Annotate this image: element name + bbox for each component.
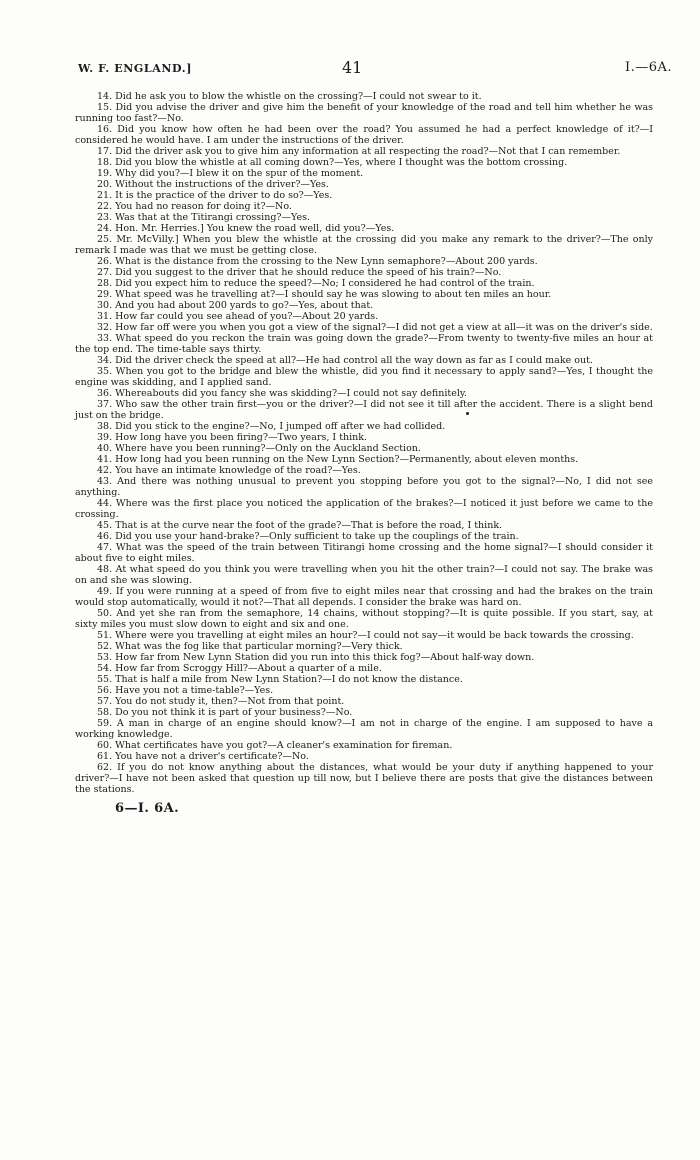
question-answer-paragraph: 47. What was the speed of the train between Titirangi home crossing and the home signal?—I should consider it about five to eight miles. [75, 542, 653, 564]
question-answer-paragraph: 46. Did you use your hand-brake?—Only sufficient to take up the couplings of the train. [97, 531, 519, 542]
question-answer-paragraph: 53. How far from New Lynn Station did you run into this thick fog?—About half-way down. [97, 652, 535, 663]
question-answer-paragraph: 16. Did you know how often he had been over the road? You assumed he had a perfect knowledge of it?—I considered he would have. I am under the instructions of the driver. [75, 124, 653, 146]
question-answer-paragraph: 56. Have you not a time-table?—Yes. [97, 685, 274, 696]
question-answer-paragraph: 36. Whereabouts did you fancy she was skidding?—I could not say definitely. [97, 388, 468, 399]
question-answer-paragraph: 17. Did the driver ask you to give him any information at all respecting the road?—Not that I can remember. [97, 146, 621, 157]
question-answer-paragraph: 18. Did you blow the whistle at all coming down?—Yes, where I thought was the bottom crossing. [97, 157, 568, 168]
question-answer-paragraph: 40. Where have you been running?—Only on the Auckland Section. [97, 443, 421, 454]
question-answer-paragraph: 33. What speed do you reckon the train was going down the grade?—From twenty to twenty-five miles an hour at the top end. The time-table says thirty. [75, 333, 653, 355]
question-answer-paragraph: 22. You had no reason for doing it?—No. [97, 201, 292, 212]
question-answer-paragraph: 21. It is the practice of the driver to do so?—Yes. [97, 190, 333, 201]
question-answer-paragraph: 31. How far could you see ahead of you?—About 20 yards. [97, 311, 379, 322]
question-answer-paragraph: 15. Did you advise the driver and give him the benefit of your knowledge of the road and tell him whether he was running too fast?—No. [75, 102, 653, 124]
question-answer-paragraph: 23. Was that at the Titirangi crossing?—Yes. [97, 212, 310, 223]
question-answer-paragraph: 14. Did he ask you to blow the whistle on the crossing?—I could not swear to it. [97, 91, 482, 102]
question-answer-paragraph: 62. If you do not know anything about the distances, what would be your duty if anything happened to your driver?—I have not been asked that question up till now, but I believe there are posts that give the distances between the stations. [75, 762, 653, 795]
question-answer-paragraph: 52. What was the fog like that particular morning?—Very thick. [97, 641, 403, 652]
question-answer-paragraph: 58. Do you not think it is part of your business?—No. [97, 707, 353, 718]
question-answer-paragraph: 26. What is the distance from the crossing to the New Lynn semaphore?—About 200 yards. [97, 256, 538, 267]
question-answer-paragraph: 19. Why did you?—I blew it on the spur of the moment. [97, 168, 364, 179]
question-answer-paragraph: 55. That is half a mile from New Lynn Station?—I do not know the distance. [97, 674, 463, 685]
question-answer-paragraph: 24. Hon. Mr. Herries.] You knew the road well, did you?—Yes. [97, 223, 395, 234]
page-header [78, 58, 672, 80]
ink-speck [466, 412, 469, 415]
question-answer-paragraph: 59. A man in charge of an engine should know?—I am not in charge of the engine. I am supposed to have a working knowledge. [75, 718, 653, 740]
question-answer-paragraph: 25. Mr. McVilly.] When you blew the whistle at the crossing did you make any remark to the driver?—The only remark I made was that we must be getting close. [75, 234, 653, 256]
question-answer-paragraph: 35. When you got to the bridge and blew the whistle, did you find it necessary to apply sand?—Yes, I thought the engine was skidding, and I applied sand. [75, 366, 653, 388]
question-answer-paragraph: 27. Did you suggest to the driver that he should reduce the speed of his train?—No. [97, 267, 502, 278]
question-answer-paragraph: 45. That is at the curve near the foot of the grade?—That is before the road, I think. [97, 520, 503, 531]
question-answer-paragraph: 32. How far off were you when you got a view of the signal?—I did not get a view at all—it was on the driver's side. [97, 322, 653, 333]
question-answer-paragraph: 50. And yet she ran from the semaphore, 14 chains, without stopping?—It is quite possible. If you start, say, at sixty miles you must slow down to eight and six and one. [75, 608, 653, 630]
header-witness-name: W. F. ENGLAND.] [78, 62, 192, 75]
question-answer-paragraph: 44. Where was the first place you noticed the application of the brakes?—I noticed it just before we came to the crossing. [75, 498, 653, 520]
question-answer-paragraph: 43. And there was nothing unusual to prevent you stopping before you got to the signal?—No, I did not see anything. [75, 476, 653, 498]
testimony-body [75, 91, 653, 795]
question-answer-paragraph: 20. Without the instructions of the driver?—Yes. [97, 179, 329, 190]
question-answer-paragraph: 51. Where were you travelling at eight miles an hour?—I could not say—it would be back towards the crossing. [97, 630, 634, 641]
question-answer-paragraph: 42. You have an intimate knowledge of the road?—Yes. [97, 465, 361, 476]
question-answer-paragraph: 49. If you were running at a speed of from five to eight miles near that crossing and had the brakes on the train would stop automatically, would it not?—That all depends. I consider the brake was hard on. [75, 586, 653, 608]
question-answer-paragraph: 41. How long had you been running on the New Lynn Section?—Permanently, about eleven months. [97, 454, 579, 465]
question-answer-paragraph: 28. Did you expect him to reduce the speed?—No; I considered he had control of the train. [97, 278, 535, 289]
question-answer-paragraph: 30. And you had about 200 yards to go?—Yes, about that. [97, 300, 374, 311]
printer-signature-mark: 6—I. 6A. [115, 801, 180, 816]
question-answer-paragraph: 37. Who saw the other train first—you or the driver?—I did not see it till after the accident. There is a slight bend just on the bridge. [75, 399, 653, 421]
question-answer-paragraph: 57. You do not study it, then?—Not from that point. [97, 696, 345, 707]
question-answer-paragraph: 61. You have not a driver's certificate?—No. [97, 751, 309, 762]
question-answer-paragraph: 34. Did the driver check the speed at all?—He had control all the way down as far as I could make out. [97, 355, 593, 366]
question-answer-paragraph: 39. How long have you been firing?—Two years, I think. [97, 432, 368, 443]
question-answer-paragraph: 54. How far from Scroggy Hill?—About a quarter of a mile. [97, 663, 382, 674]
question-answer-paragraph: 38. Did you stick to the engine?—No, I jumped off after we had collided. [97, 421, 446, 432]
question-answer-paragraph: 48. At what speed do you think you were travelling when you hit the other train?—I could not say. The brake was on and she was slowing. [75, 564, 653, 586]
document-reference: I.—6A. [624, 60, 672, 75]
question-answer-paragraph: 60. What certificates have you got?—A cleaner's examination for fireman. [97, 740, 453, 751]
page-number: 41 [342, 58, 363, 77]
question-answer-paragraph: 29. What speed was he travelling at?—I should say he was slowing to about ten miles an hour. [97, 289, 552, 300]
